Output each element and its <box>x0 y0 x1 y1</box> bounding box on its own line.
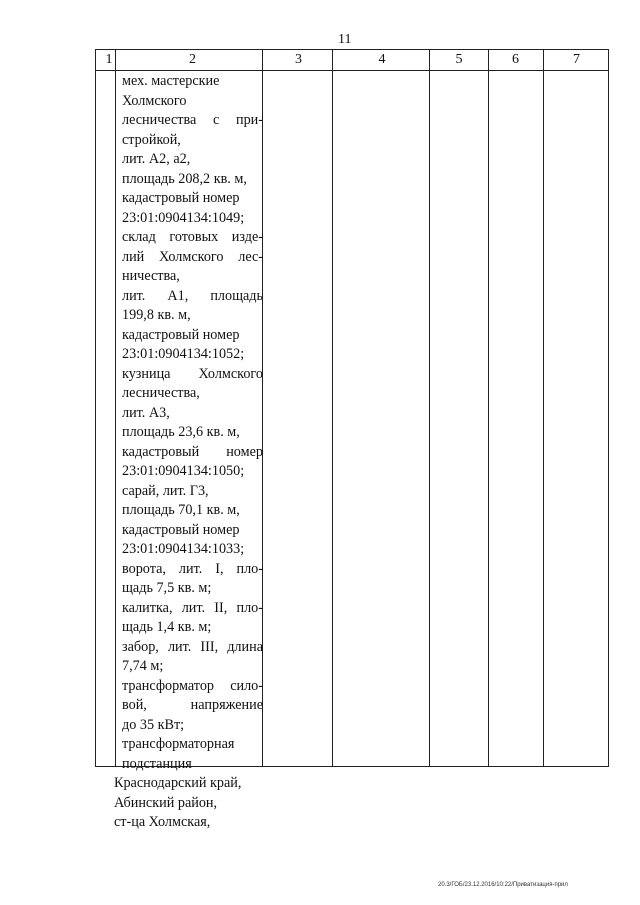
description-line: лесничества, <box>122 385 200 401</box>
column-header-3: 3 <box>295 52 302 67</box>
description-line: ничества, <box>122 268 180 284</box>
column-divider <box>115 50 116 766</box>
description-line: лий Холмского лес- <box>122 248 263 265</box>
description-line: лесничества с при- <box>122 112 263 128</box>
description-line: до 35 кВт; <box>122 716 185 733</box>
description-line: стройкой, <box>122 131 181 148</box>
description-line: лит. А3, <box>122 404 170 421</box>
property-table <box>95 49 609 830</box>
page-number: 11 <box>338 32 352 47</box>
column-header-4: 4 <box>378 52 386 67</box>
column-header-1: 1 <box>105 52 113 67</box>
description-line: калитка, лит. II, пло- <box>122 599 263 616</box>
table-header-row <box>96 50 608 71</box>
description-line: кадастровый номер <box>122 190 240 206</box>
column-header-5: 5 <box>455 52 463 67</box>
description-line: кадастровый номер <box>122 326 240 343</box>
footer-stamp: 20.3/ГОБ/23.12.2016/10:22/Приватизация-прил <box>438 882 568 888</box>
column-divider <box>429 50 430 766</box>
description-line: площадь 208,2 кв. м, <box>122 170 247 187</box>
description-line: площадь 70,1 кв. м, <box>122 502 240 518</box>
description-line: сарай, лит. Г3, <box>122 482 209 499</box>
column-header-7: 7 <box>573 52 580 67</box>
description-line: щадь 1,4 кв. м; <box>122 619 212 635</box>
description-line: кадастровый номер <box>122 521 240 538</box>
description-line: трансформаторная <box>122 736 235 752</box>
description-line: 23:01:0904134:1050; <box>122 463 245 479</box>
property-description-cell <box>114 72 263 833</box>
column-divider <box>488 50 489 766</box>
description-line: склад готовых изде- <box>122 229 263 245</box>
description-line: кадастровый номер <box>122 443 263 460</box>
description-line: 23:01:0904134:1052; <box>122 346 245 362</box>
description-line: площадь 23,6 кв. м, <box>122 424 240 440</box>
description-line: 23:01:0904134:1033; <box>122 541 245 557</box>
description-line: мех. мастерские <box>122 73 220 89</box>
description-line: 23:01:0904134:1049; <box>122 209 245 226</box>
description-line: 199,8 кв. м, <box>122 307 191 323</box>
description-line: Абинский район, <box>114 794 218 811</box>
description-line: забор, лит. III, длина <box>122 638 263 655</box>
description-line: Краснодарский край, <box>114 775 242 791</box>
description-line: подстанция <box>122 755 192 772</box>
description-line: вой, напряжение <box>122 697 263 713</box>
column-header-6: 6 <box>512 52 519 67</box>
description-line: трансформатор сило- <box>122 677 263 694</box>
description-line: щадь 7,5 кв. м; <box>122 580 212 596</box>
column-divider <box>543 50 544 766</box>
description-line: 7,74 м; <box>122 658 164 674</box>
description-line: лит. А2, а2, <box>122 151 191 167</box>
column-divider <box>332 50 333 766</box>
description-line: ст-ца Холмская, <box>114 814 211 830</box>
description-line: кузница Холмского <box>122 365 263 382</box>
description-line: лит. А1, площадь <box>122 287 263 304</box>
description-line: ворота, лит. I, пло- <box>122 560 263 577</box>
column-header-2: 2 <box>189 52 196 67</box>
description-line: Холмского <box>122 92 187 109</box>
